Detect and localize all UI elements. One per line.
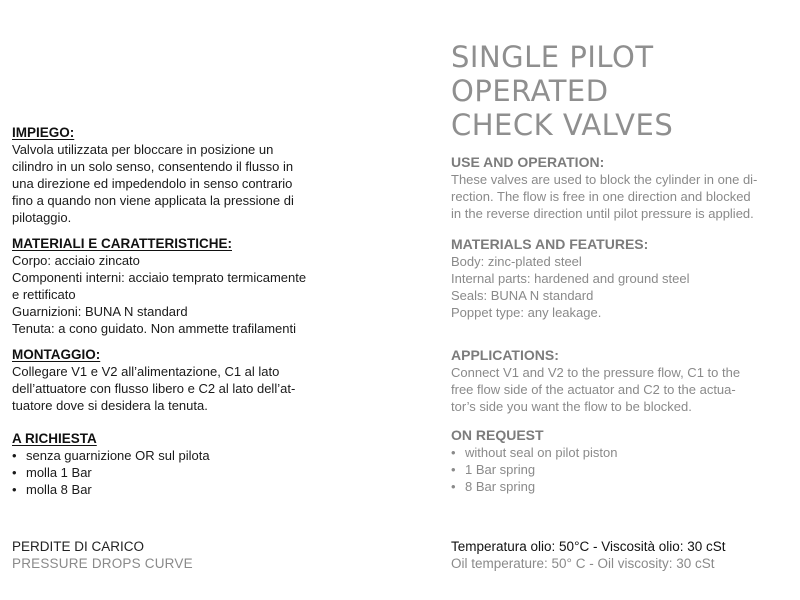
richiesta-heading: A RICHIESTA	[12, 431, 97, 446]
text-line: tor’s side you want the flow to be blocked.	[451, 399, 692, 414]
oil-specs	[451, 538, 726, 572]
materials-text	[451, 253, 796, 321]
list-item: • without seal on pilot piston	[451, 445, 618, 460]
applications-text	[451, 364, 796, 415]
text-line: Tenuta: a cono guidato. Non ammette trafilamenti	[12, 321, 296, 336]
text-line: Guarnizioni: BUNA N standard	[12, 304, 188, 319]
use-heading: USE AND OPERATION:	[451, 154, 605, 170]
text-line: fino a quando non viene applicata la pressione di	[12, 193, 294, 208]
request-section	[451, 427, 796, 495]
text-line: in the reverse direction until pilot pressure is applied.	[451, 206, 754, 221]
text-line: dell’attuatore con flusso libero e C2 al lato dell’at-	[12, 381, 296, 396]
impiego-text	[12, 141, 352, 226]
impiego-heading: IMPIEGO:	[12, 125, 75, 140]
bullet-icon: •	[451, 445, 456, 460]
montaggio-text	[12, 363, 352, 414]
italian-column	[12, 124, 352, 507]
text-line: Poppet type: any leakage.	[451, 305, 602, 320]
bullet-icon: •	[451, 479, 456, 494]
text-line: These valves are used to block the cylinder in one di-	[451, 172, 758, 187]
text-line: pilotaggio.	[12, 210, 72, 225]
title-line: CHECK VALVES	[451, 108, 674, 142]
montaggio-heading: MONTAGGIO:	[12, 347, 101, 362]
pressure-drops-caption	[12, 538, 193, 572]
materiali-section	[12, 235, 352, 337]
caption-english: PRESSURE DROPS CURVE	[12, 556, 193, 571]
list-item: • molla 1 Bar	[12, 465, 92, 480]
list-item: • 1 Bar spring	[451, 462, 536, 477]
text-line: tuatore dove si desidera la tenuta.	[12, 398, 208, 413]
text-line: free flow side of the actuator and C2 to the actua-	[451, 382, 736, 397]
materials-heading: MATERIALS AND FEATURES:	[451, 236, 649, 252]
request-heading: ON REQUEST	[451, 427, 544, 443]
title-line: OPERATED	[451, 74, 609, 108]
bullet-icon: •	[12, 448, 17, 463]
use-text	[451, 171, 796, 222]
bullet-icon: •	[12, 465, 17, 480]
list-item: • molla 8 Bar	[12, 482, 92, 497]
list-item: • 8 Bar spring	[451, 479, 536, 494]
text-line: Connect V1 and V2 to the pressure flow, C1 to the	[451, 365, 741, 380]
text-line: una direzione ed impedendolo in senso contrario	[12, 176, 293, 191]
text-line: cilindro in un solo senso, consentendo il flusso in	[12, 159, 294, 174]
materiali-heading: MATERIALI E CARATTERISTICHE:	[12, 236, 232, 251]
text-line: Corpo: acciaio zincato	[12, 253, 140, 268]
applications-heading: APPLICATIONS:	[451, 347, 559, 363]
bullet-icon: •	[12, 482, 17, 497]
text-line: Internal parts: hardened and ground steel	[451, 271, 690, 286]
impiego-section	[12, 124, 352, 226]
list-item: • senza guarnizione OR sul pilota	[12, 448, 210, 463]
richiesta-list	[12, 447, 352, 498]
materials-section	[451, 236, 796, 321]
caption-italian: PERDITE DI CARICO	[12, 539, 145, 554]
page-title	[451, 40, 796, 142]
text-line: Collegare V1 e V2 all’alimentazione, C1 al lato	[12, 364, 280, 379]
bullet-icon: •	[451, 462, 456, 477]
text-line: rection. The flow is free in one direction and blocked	[451, 189, 751, 204]
applications-section	[451, 347, 796, 415]
materiali-text	[12, 252, 352, 337]
montaggio-section	[12, 346, 352, 414]
oil-specs-english: Oil temperature: 50° C - Oil viscosity: 30 cSt	[451, 556, 715, 571]
richiesta-section	[12, 430, 352, 498]
request-list	[451, 444, 796, 495]
text-line: e rettificato	[12, 287, 76, 302]
text-line: Seals: BUNA N standard	[451, 288, 594, 303]
text-line: Body: zinc-plated steel	[451, 254, 582, 269]
english-column	[451, 40, 796, 504]
title-line: SINGLE PILOT	[451, 40, 654, 74]
use-section	[451, 154, 796, 222]
oil-specs-italian: Temperatura olio: 50°C - Viscosità olio: 30 cSt	[451, 539, 726, 554]
text-line: Componenti interni: acciaio temprato termicamente	[12, 270, 307, 285]
text-line: Valvola utilizzata per bloccare in posizione un	[12, 142, 274, 157]
